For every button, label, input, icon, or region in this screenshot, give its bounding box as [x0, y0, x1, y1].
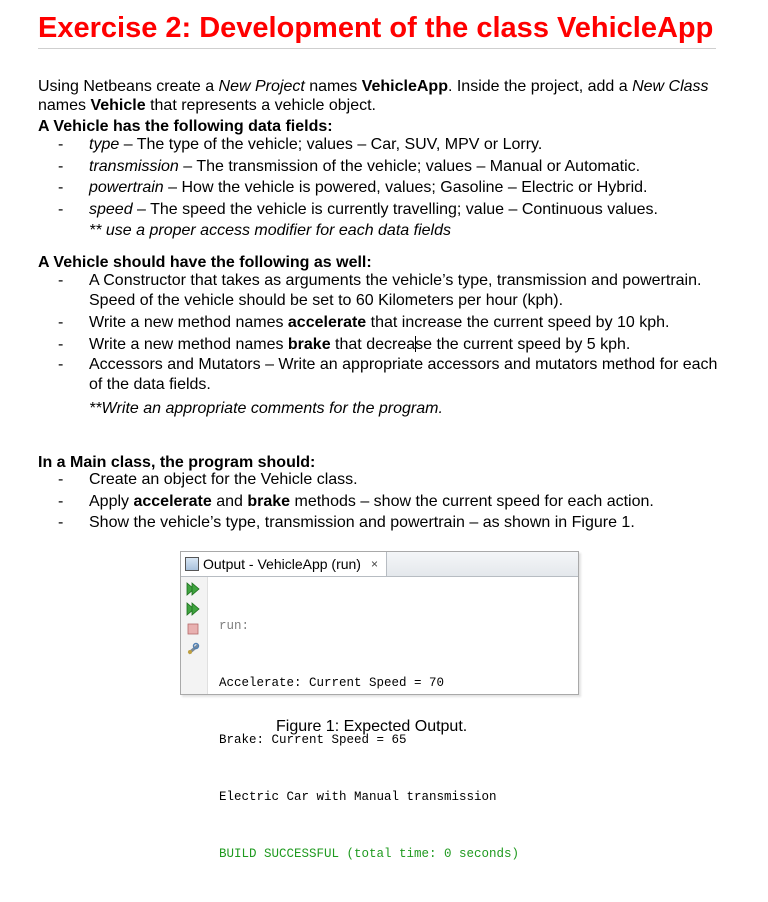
output-tab-bar	[181, 552, 578, 577]
output-console	[219, 579, 519, 902]
main-item-show: - Show the vehicle’s type, transmission and powertrain – as shown in Figure 1.	[38, 512, 728, 534]
method-item-constructor: - A Constructor that takes as arguments the vehicle’s type, transmission and powertrain. Speed of the vehicle should be set to 60 Kilometers per hour (kph).	[38, 270, 728, 312]
field-name: powertrain	[89, 179, 164, 196]
field-item-type	[38, 134, 728, 156]
method-item-accelerate	[38, 312, 728, 334]
console-line-run: run:	[219, 619, 250, 633]
method-text: that increase the current speed by 10 kph.	[366, 314, 670, 331]
console-line-accelerate: Accelerate: Current Speed = 70	[219, 676, 445, 690]
field-item-transmission	[38, 156, 728, 178]
fields-note: ** use a proper access modifier for each data fields	[89, 222, 451, 239]
console-line-build: BUILD SUCCESSFUL (total time: 0 seconds)	[219, 847, 520, 861]
method-text: that decrea	[330, 335, 416, 353]
class-name: Vehicle	[90, 97, 146, 114]
field-desc: – The transmission of the vehicle; values – Manual or Automatic.	[178, 157, 641, 175]
console-line-brake: Brake: Current Speed = 65	[219, 733, 407, 747]
accelerate-term: accelerate	[133, 492, 212, 510]
main-item-apply	[38, 491, 728, 513]
field-item-speed	[38, 199, 728, 221]
console-line-info: Electric Car with Manual transmission	[219, 790, 497, 804]
methods-list	[38, 270, 728, 395]
new-class-term: New Class	[632, 78, 709, 95]
intro-paragraph	[38, 77, 728, 115]
intro-text: names	[304, 78, 362, 95]
intro-text: that represents a vehicle object.	[145, 97, 376, 114]
field-item-powertrain	[38, 177, 728, 199]
field-name: type	[89, 136, 120, 153]
rerun-with-options-icon[interactable]	[186, 602, 200, 616]
method-text: Write a new method names	[89, 335, 288, 353]
method-text: se the current speed by 5 kph.	[415, 335, 631, 353]
close-icon[interactable]: ×	[370, 557, 378, 571]
main-text: and	[211, 492, 248, 510]
tool-icon[interactable]	[186, 642, 200, 656]
rerun-icon[interactable]	[186, 582, 200, 596]
output-tab[interactable]	[181, 552, 387, 576]
field-desc: – The speed the vehicle is currently travelling; value – Continuous values.	[132, 200, 658, 218]
field-desc: – The type of the vehicle; values – Car, SUV, MPV or Lorry.	[119, 136, 543, 153]
intro-text: names	[38, 97, 91, 114]
main-text: Apply	[89, 492, 134, 510]
methods-heading: A Vehicle should have the following as well:	[38, 254, 372, 271]
method-item-brake	[38, 334, 728, 356]
stop-icon[interactable]	[186, 622, 200, 636]
exercise-title: Exercise 2: Development of the class VehicleApp	[38, 10, 716, 49]
field-name: speed	[89, 200, 133, 218]
main-list	[38, 469, 728, 534]
output-toolbar	[181, 577, 208, 694]
fields-list	[38, 134, 728, 220]
brake-term: brake	[247, 492, 291, 510]
method-item-accessors: - Accessors and Mutators – Write an appropriate accessors and mutators method for each of the data fields.	[38, 355, 728, 395]
method-text: Write a new method names	[89, 314, 288, 331]
intro-text: Using Netbeans create a	[38, 78, 219, 95]
figure-caption: Figure 1: Expected Output.	[276, 718, 468, 735]
new-project-term: New Project	[218, 78, 305, 95]
field-desc: – How the vehicle is powered, values; Gasoline – Electric or Hybrid.	[163, 179, 648, 196]
intro-text: . Inside the project, add a	[447, 78, 633, 95]
output-window-icon	[185, 557, 199, 571]
fields-heading: A Vehicle has the following data fields:	[38, 118, 333, 135]
app-name: VehicleApp	[361, 78, 448, 95]
main-item-create: - Create an object for the Vehicle class.	[38, 469, 728, 491]
brake-term: brake	[287, 335, 331, 353]
methods-note: **Write an appropriate comments for the program.	[89, 400, 443, 417]
main-text: methods – show the current speed for each action.	[290, 492, 654, 510]
accelerate-term: accelerate	[287, 314, 367, 331]
field-name: transmission	[89, 157, 179, 175]
main-heading: In a Main class, the program should:	[38, 454, 316, 471]
output-tab-label: Output - VehicleApp (run)	[203, 556, 361, 572]
